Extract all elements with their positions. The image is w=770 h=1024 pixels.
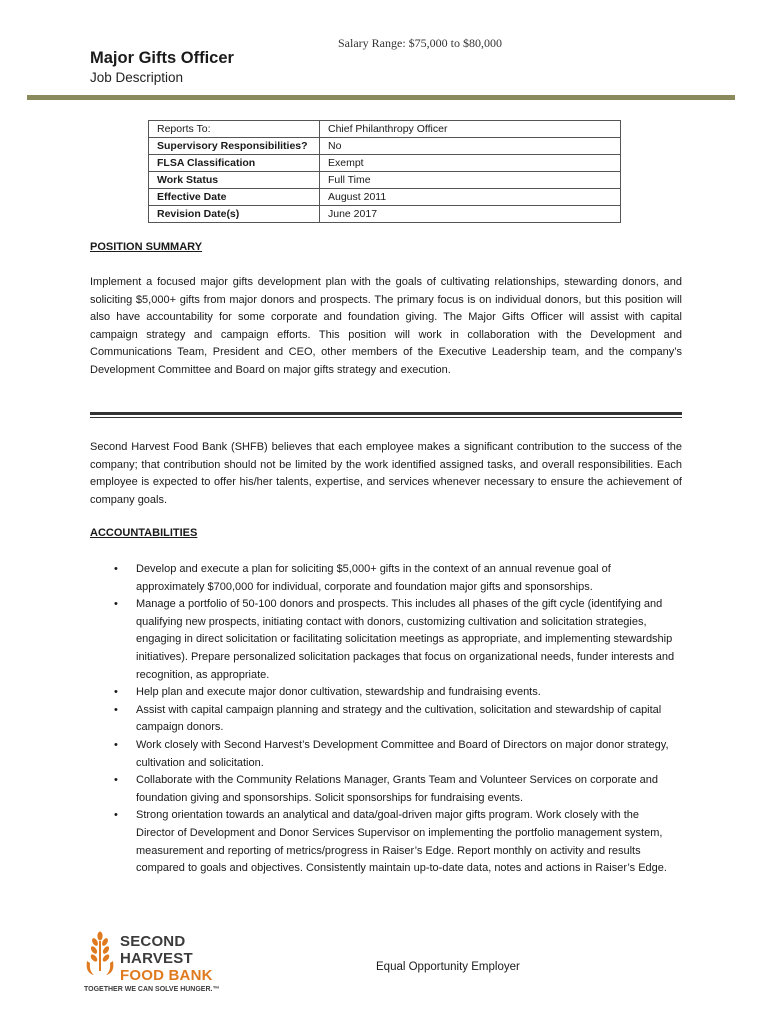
bullet-icon: • (114, 774, 118, 787)
table-key: Effective Date (149, 189, 320, 206)
bullet-icon: • (114, 738, 118, 751)
list-item (90, 702, 676, 737)
logo-tagline: TOGETHER WE CAN SOLVE HUNGER.™ (84, 986, 220, 993)
bullet-icon: • (114, 563, 118, 575)
list-item-text: Collaborate with the Community Relations Manager, Grants Team and Volunteer Services on corporate and foundation giving and sponsorships. Solicit sponsorships for fundraising events. (136, 774, 658, 804)
position-summary-heading: POSITION SUMMARY (90, 241, 203, 253)
logo-text-food-bank: FOOD BANK (120, 967, 213, 984)
table-value: June 2017 (320, 206, 621, 223)
list-item (90, 772, 676, 807)
accountabilities-heading: ACCOUNTABILITIES (90, 527, 198, 539)
table-value: Exempt (320, 155, 621, 172)
logo-text-harvest: HARVEST (120, 950, 193, 967)
list-item-text: Strong orientation towards an analytical and data/goal-driven major gifts program. Work closely with the Director of Development and Donor Services Supervisor on implementing the portfolio management system, measurement and reporting of metrics/progress in Raiser’s Edge. Report monthly on activity and results compared to goals and objectives. Consistently maintain up-to-date data, notes and actions in Raiser’s Edge. (136, 809, 667, 875)
list-item (90, 807, 676, 877)
bullet-icon: • (114, 703, 118, 716)
accountabilities-list (90, 561, 682, 878)
equal-opportunity-employer: Equal Opportunity Employer (376, 961, 520, 973)
table-key: Reports To: (149, 121, 320, 138)
table-key: Supervisory Responsibilities? (149, 138, 320, 155)
wheat-logo-icon (82, 931, 118, 979)
table-row (149, 189, 621, 206)
table-row (149, 172, 621, 189)
list-item (90, 684, 676, 702)
table-row (149, 138, 621, 155)
table-value: No (320, 138, 621, 155)
bullet-icon: • (114, 686, 118, 699)
job-info-table (148, 120, 621, 223)
salary-range: Salary Range: $75,000 to $80,000 (338, 36, 502, 50)
page-subtitle: Job Description (90, 70, 184, 85)
header-divider (27, 95, 735, 100)
shfb-statement: Second Harvest Food Bank (SHFB) believes that each employee makes a significant contribution to the success of the company; that contribution should not be limited by the work identified assigned tasks, and overall responsibilities. Each employee is expected to offer his/her talents, expertise, and services whenever necessary to ensure the achievement of company goals. (90, 441, 682, 506)
shfb-logo (82, 931, 232, 997)
table-value: August 2011 (320, 189, 621, 206)
bullet-icon: • (114, 809, 118, 822)
section-divider-thin (90, 417, 682, 418)
table-row (149, 206, 621, 223)
table-key: Revision Date(s) (149, 206, 320, 223)
list-item-text: Work closely with Second Harvest’s Development Committee and Board of Directors on major donor strategy, cultivation and solicitation. (136, 738, 669, 769)
table-row (149, 155, 621, 172)
logo-text-second: SECOND (120, 933, 186, 950)
list-item (90, 561, 676, 596)
table-value: Chief Philanthropy Officer (320, 121, 621, 138)
list-item-text: Help plan and execute major donor cultivation, stewardship and fundraising events. (136, 686, 541, 699)
table-key: Work Status (149, 172, 320, 189)
table-value: Full Time (320, 172, 621, 189)
position-summary-text: Implement a focused major gifts development plan with the goals of cultivating relationships, stewarding donors, and soliciting $5,000+ gifts from major donors and prospects. The primary focus is on individual donors, but this position will also have accountability for some corporate and foundation giving. The Major Gifts Officer will assist with capital campaign strategy and campaign efforts. This position will work in collaboration with the Development and Communications Team, President and CEO, other members of the Executive Leadership team, and the company’s Development Committee and Board on major gifts strategy and execution. (90, 276, 682, 376)
list-item-text: Manage a portfolio of 50-100 donors and prospects. This includes all phases of the gift cycle (identifying and qualifying new prospects, initiating contact with donors, customizing cultivation and solicitation strategies, engaging in direct solicitation or facilitating solicitation meetings as appropriate, and implementing stewardship initiatives). Prepare personalized solicitation packages that focus on organizational needs, funder interests and recognition, as appropriate. (136, 598, 675, 681)
list-item (90, 737, 676, 772)
bullet-icon: • (114, 598, 118, 611)
list-item-text: Assist with capital campaign planning and strategy and the cultivation, solicitation and stewardship of capital campaign donors. (136, 703, 662, 734)
section-divider-thick (90, 412, 682, 415)
list-item-text: Develop and execute a plan for soliciting $5,000+ gifts in the context of an annual revenue goal of approximately $700,000 for individual, corporate and foundation major gifts and sponsorships. (136, 563, 611, 593)
list-item (90, 596, 676, 684)
page-title: Major Gifts Officer (90, 49, 234, 67)
table-key: FLSA Classification (149, 155, 320, 172)
table-row (149, 121, 621, 138)
